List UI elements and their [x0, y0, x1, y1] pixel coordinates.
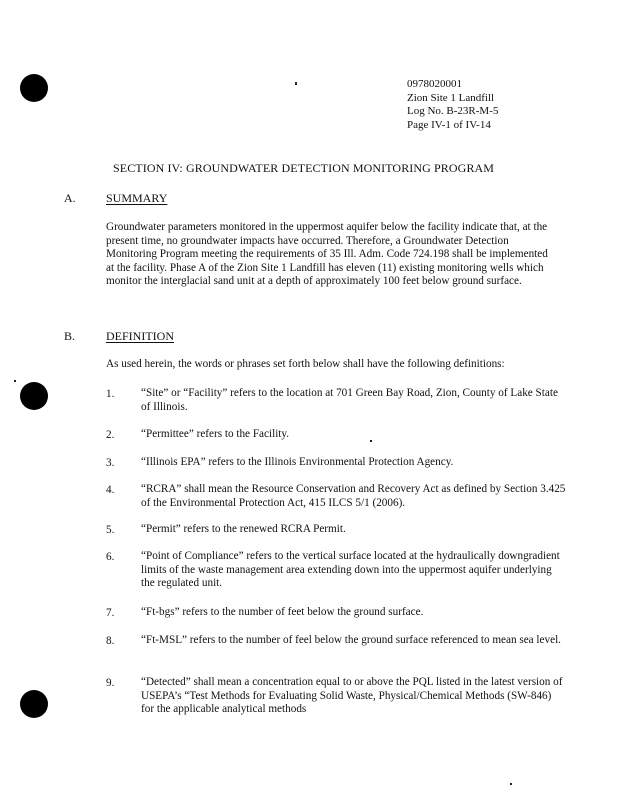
item-text: “Site” or “Facility” refers to the location at 701 Green Bay Road, Zion, County of Lake State of Illinois.: [141, 387, 558, 413]
item-number: 9.: [106, 677, 115, 689]
page-number: Page IV-1 of IV-14: [407, 118, 491, 131]
item-text: “Point of Compliance” refers to the vertical surface located at the hydraulically downgradient limits of the waste management area extending down into the uppermost aquifer underlying the regulated unit.: [141, 550, 560, 589]
scan-speck: [510, 783, 512, 785]
document-header: [407, 78, 498, 132]
item-number: 8.: [106, 635, 115, 647]
definition-intro: As used herein, the words or phrases set forth below shall have the following definitions:: [106, 358, 505, 370]
item-text: “RCRA” shall mean the Resource Conservation and Recovery Act as defined by Section 3.425 of the Environmental Protection Act, 415 ILCS 5/1 (2006).: [141, 483, 566, 509]
punch-hole: [20, 74, 48, 102]
item-number: 6.: [106, 551, 115, 563]
summary-paragraph: Groundwater parameters monitored in the uppermost aquifer below the facility indicate that, at the present time, no groundwater impacts have occurred. Therefore, a Groundwater Detection Monitoring Program meeting the requirements of 35 Ill. Adm. Code 724.198 shall be implemented at the facility. Phase A of the Zion Site 1 Landfill has eleven (11) existing monitoring wells which monitor the interglacial sand unit at a depth of approximately 100 feet below ground surface.: [106, 221, 548, 287]
punch-hole: [20, 382, 48, 410]
log-number: Log No. B-23R-M-5: [407, 105, 499, 117]
item-number: 3.: [106, 457, 115, 469]
item-text: “Illinois EPA” refers to the Illinois Environmental Protection Agency.: [141, 456, 454, 468]
item-number: 5.: [106, 524, 115, 536]
site-name: Zion Site 1 Landfill: [407, 91, 495, 104]
definition-letter: B.: [64, 329, 76, 343]
item-text: “Permit” refers to the renewed RCRA Permit.: [141, 523, 346, 535]
item-text: “Ft-MSL” refers to the number of feel below the ground surface referenced to mean sea level.: [141, 634, 561, 646]
doc-id: 0978020001: [407, 78, 462, 90]
scan-speck: [295, 82, 297, 85]
summary-heading: SUMMARY: [106, 191, 168, 205]
summary-letter: A.: [64, 191, 76, 205]
item-number: 1.: [106, 388, 115, 400]
item-number: 7.: [106, 607, 115, 619]
scan-speck: [14, 380, 16, 382]
item-text: “Permittee” refers to the Facility.: [141, 428, 290, 440]
item-number: 4.: [106, 484, 115, 496]
punch-hole: [20, 690, 48, 718]
definition-heading: DEFINITION: [106, 329, 174, 343]
item-number: 2.: [106, 429, 115, 441]
item-text: “Detected” shall mean a concentration equal to or above the PQL listed in the latest version of USEPA’s “Test Methods for Evaluating Solid Waste, Physical/Chemical Methods (SW-846) for the applicable analytical methods: [141, 676, 563, 715]
item-text: “Ft-bgs” refers to the number of feet below the ground surface.: [141, 606, 424, 618]
section-title: SECTION IV: GROUNDWATER DETECTION MONITORING PROGRAM: [113, 161, 495, 175]
